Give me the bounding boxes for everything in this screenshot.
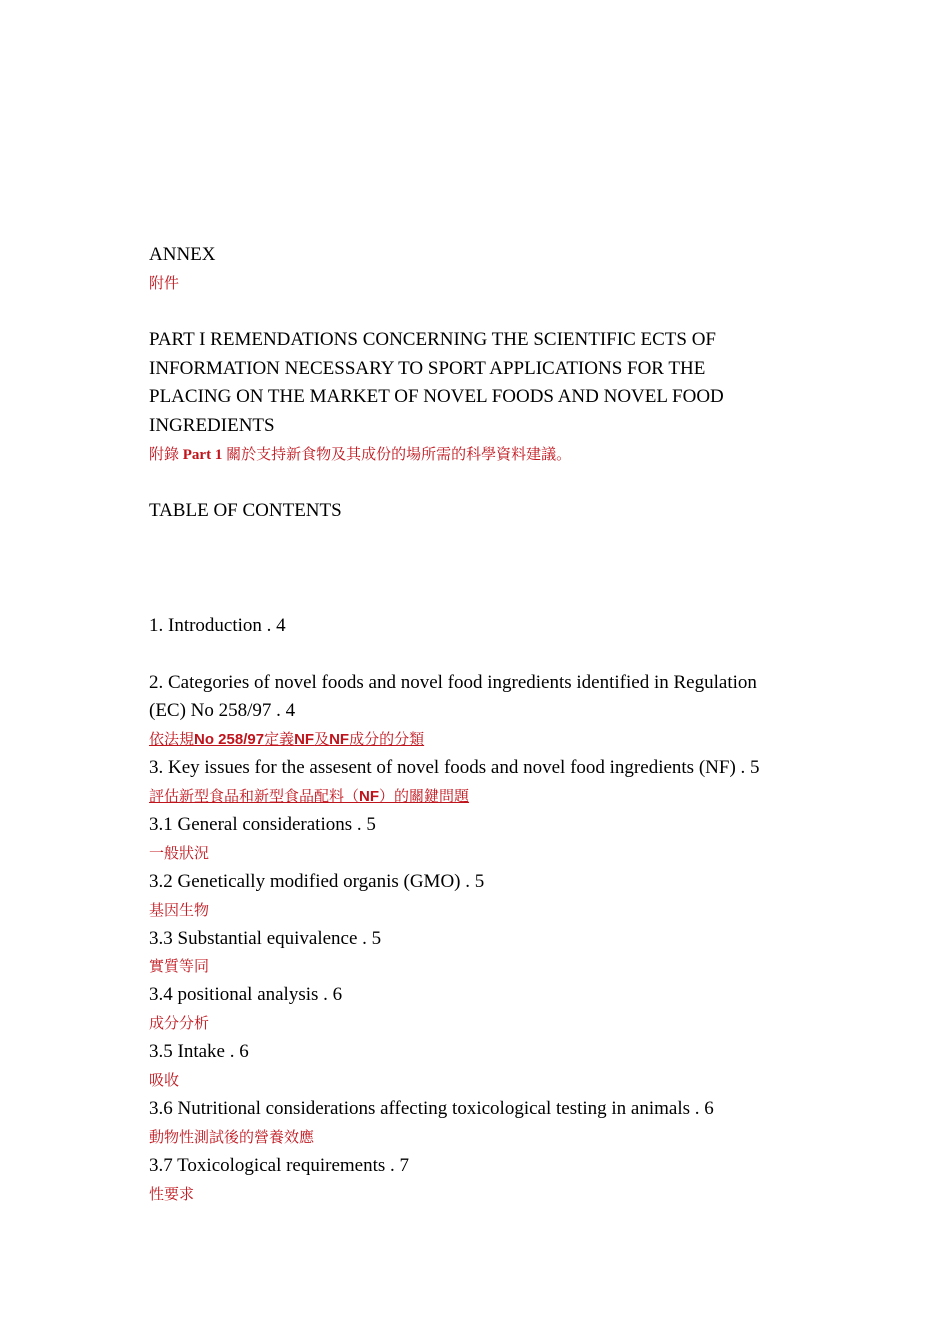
toc-item-3-2[interactable]: 3.2 Genetically modified organis (GMO) . 5 [149, 870, 485, 892]
toc-item-key-issues-zh: 評估新型食品和新型食品配料（NF）的關鍵問題 [149, 787, 470, 805]
annex-title-zh: 附件 [149, 275, 180, 292]
toc-item-3-5-zh: 吸收 [149, 1072, 180, 1089]
toc-title: TABLE OF CONTENTS [149, 499, 342, 521]
toc-item-3-7-zh: 性要求 [149, 1186, 195, 1203]
toc-item-introduction[interactable]: 1. Introduction . 4 [149, 614, 286, 636]
part1-heading-line-1: PART I REMENDATIONS CONCERNING THE SCIENTIFIC ECTS OF [149, 328, 716, 350]
toc-item-3-4[interactable]: 3.4 positional analysis . 6 [149, 984, 343, 1006]
toc-item-3-3-zh: 實質等同 [149, 959, 210, 976]
part1-heading-line-4: INGREDIENTS [149, 415, 275, 437]
toc-item-categories-zh: 依法規No 258/97定義NF及NF成分的分類 [149, 731, 425, 749]
document-page [149, 241, 789, 1209]
toc-item-3-2-zh: 基因生物 [149, 902, 210, 919]
part1-heading-line-3: PLACING ON THE MARKET OF NOVEL FOODS AND NOVEL FOOD [149, 386, 724, 408]
toc-item-3-6-zh: 動物性測試後的營養效應 [149, 1129, 315, 1146]
toc-item-categories-line-1[interactable]: 2. Categories of novel foods and novel food ingredients identified in Regulation [149, 671, 757, 693]
toc-item-3-1[interactable]: 3.1 General considerations . 5 [149, 813, 376, 835]
part1-heading-zh: 附錄 Part 1 關於支持新食物及其成份的場所需的科學資料建議。 [149, 446, 572, 463]
part1-heading-line-2: INFORMATION NECESSARY TO SPORT APPLICATIONS FOR THE [149, 357, 706, 379]
toc-item-key-issues[interactable]: 3. Key issues for the assesent of novel foods and novel food ingredients (NF) . 5 [149, 757, 760, 779]
toc-item-3-7[interactable]: 3.7 Toxicological requirements . 7 [149, 1154, 410, 1176]
toc-item-3-4-zh: 成分分析 [149, 1016, 210, 1033]
toc-item-3-5[interactable]: 3.5 Intake . 6 [149, 1041, 249, 1063]
toc-item-3-6[interactable]: 3.6 Nutritional considerations affecting toxicological testing in animals . 6 [149, 1097, 714, 1119]
toc-item-3-1-zh: 一般狀況 [149, 845, 210, 862]
toc-item-categories-line-2[interactable]: (EC) No 258/97 . 4 [149, 700, 296, 722]
annex-title: ANNEX [149, 244, 216, 265]
toc-item-3-3[interactable]: 3.3 Substantial equivalence . 5 [149, 927, 382, 949]
